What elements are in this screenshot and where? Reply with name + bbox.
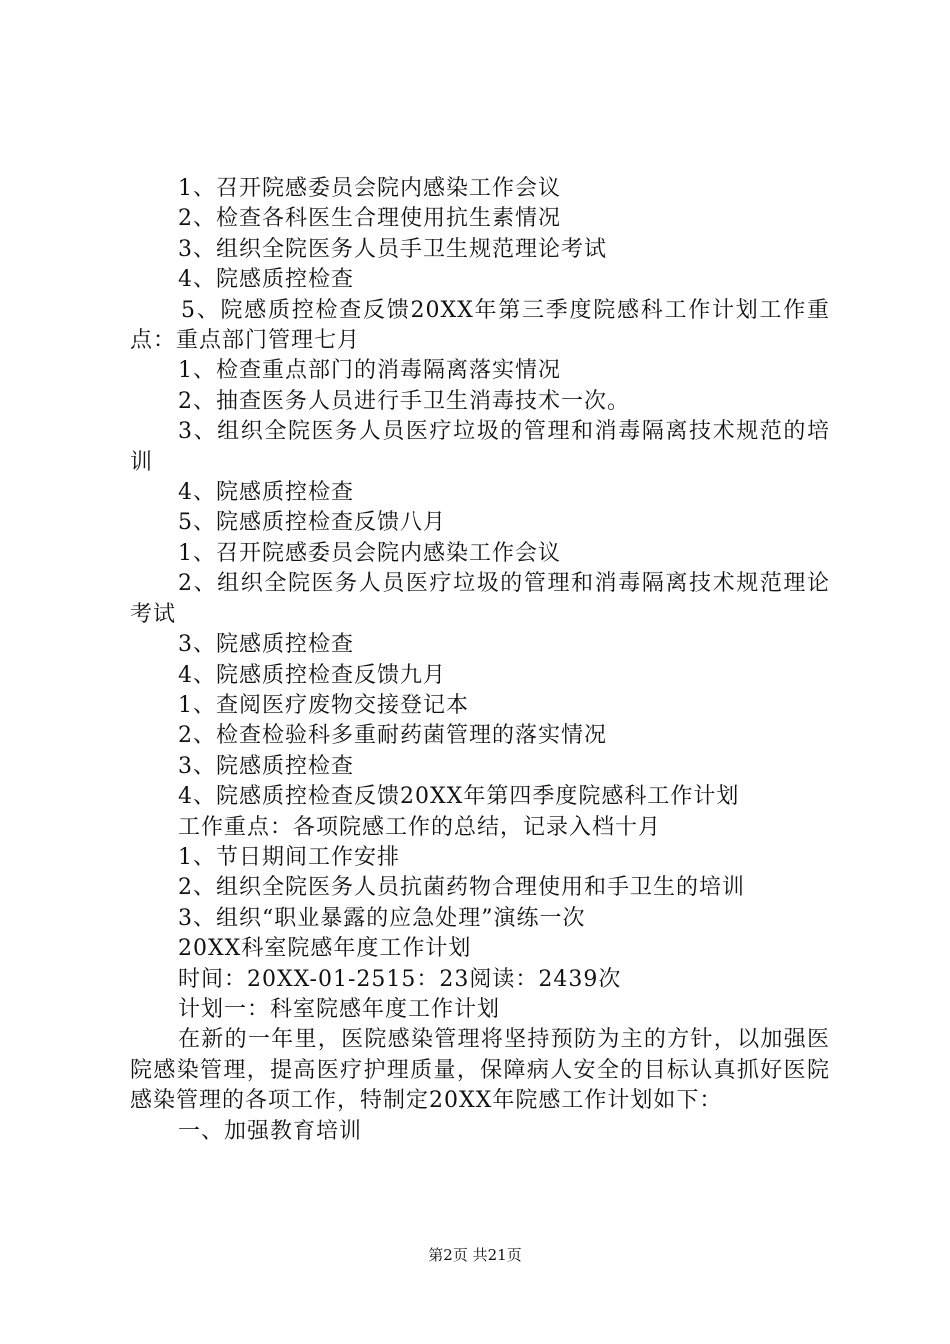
paragraph: 4、院感质控检查反馈20XX年第四季度院感科工作计划 bbox=[178, 784, 740, 810]
paragraph: 4、院感质控检查 bbox=[178, 480, 354, 506]
paragraph: 1、检查重点部门的消毒隔离落实情况 bbox=[178, 358, 561, 384]
paragraph: 2、检查检验科多重耐药菌管理的落实情况 bbox=[178, 723, 607, 749]
paragraph: 3、组织“职业暴露的应急处理”演练一次 bbox=[178, 905, 586, 931]
paragraph: 3、院感质控检查 bbox=[178, 632, 354, 658]
subtitle: 计划一：科室院感年度工作计划 bbox=[178, 996, 501, 1022]
heading: 一、加强教育培训 bbox=[178, 1118, 363, 1144]
paragraph: 2、组织全院医务人员医疗垃圾的管理和消毒隔离技术规范理论考试 bbox=[130, 571, 830, 627]
paragraph: 4、院感质控检查反馈九月 bbox=[178, 662, 446, 688]
paragraph: 4、院感质控检查 bbox=[178, 267, 354, 293]
paragraph: 5、院感质控检查反馈八月 bbox=[178, 510, 446, 536]
page-number-footer: 第2页 共21页 bbox=[428, 1246, 522, 1264]
paragraph: 工作重点：各项院感工作的总结，记录入档十月 bbox=[178, 814, 662, 840]
paragraph: 2、检查各科医生合理使用抗生素情况 bbox=[178, 206, 561, 232]
section-title: 20XX科室院感年度工作计划 bbox=[178, 936, 472, 962]
paragraph: 在新的一年里，医院感染管理将坚持预防为主的方针，以加强医院感染管理，提高医疗护理质量，保障病人安全的目标认真抓好医院感染管理的各项工作，特制定20XX年院感工作计划如下： bbox=[130, 1027, 830, 1114]
document-body bbox=[130, 174, 830, 1147]
paragraph: 3、院感质控检查 bbox=[178, 753, 354, 779]
paragraph: 2、组织全院医务人员抗菌药物合理使用和手卫生的培训 bbox=[178, 875, 745, 901]
paragraph: 5、院感质控检查反馈20XX年第三季度院感科工作计划工作重点：重点部门管理七月 bbox=[130, 297, 830, 354]
paragraph: 1、召开院感委员会院内感染工作会议 bbox=[178, 540, 561, 566]
paragraph: 3、组织全院医务人员医疗垃圾的管理和消毒隔离技术规范的培训 bbox=[130, 419, 830, 475]
paragraph: 1、节日期间工作安排 bbox=[178, 844, 400, 870]
meta-line: 时间：20XX-01-2515：23阅读：2439次 bbox=[178, 966, 622, 992]
paragraph: 1、召开院感委员会院内感染工作会议 bbox=[178, 176, 561, 201]
paragraph: 3、组织全院医务人员手卫生规范理论考试 bbox=[178, 236, 607, 262]
paragraph: 1、查阅医疗废物交接登记本 bbox=[178, 692, 469, 718]
paragraph: 2、抽查医务人员进行手卫生消毒技术一次。 bbox=[178, 388, 630, 414]
